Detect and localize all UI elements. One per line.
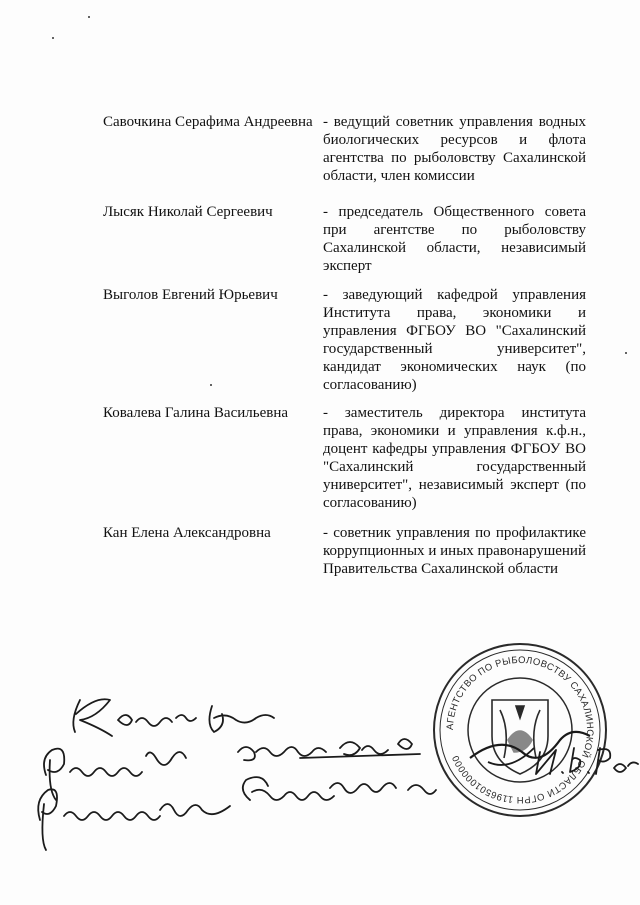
- member-name: Кан Елена Александровна: [103, 525, 271, 541]
- member-role: - ведущий советник управления водных биологических ресурсов и флота агентства по рыболовству Сахалинской области, член комиссии: [323, 114, 586, 184]
- scan-speck: [210, 384, 212, 386]
- scan-speck: [625, 352, 627, 354]
- member-name: Выголов Евгений Юрьевич: [103, 287, 278, 303]
- member-role: - заместитель директора института права, экономики и управления к.ф.н., доцент кафедры управления ФГБОУ ВО "Сахалинский государственный университет", независимый эксперт (по согласованию): [323, 405, 586, 511]
- member-name: Лысяк Николай Сергеевич: [103, 204, 273, 220]
- handwriting-signature: [0, 640, 640, 905]
- scan-speck: [52, 37, 54, 39]
- member-role: - советник управления по профилактике коррупционных и иных правонарушений Правительства Сахалинской области: [323, 525, 586, 577]
- scan-speck: [88, 16, 90, 18]
- member-name: Савочкина Серафима Андреевна: [103, 114, 313, 130]
- seal-text: АГЕНТСТВО ПО РЫБОЛОВСТВУ САХАЛИНСКОЙ ОБЛАСТИ ОГРН 1196501000000: [444, 654, 596, 806]
- member-role: - заведующий кафедрой управления Института права, экономики и управления ФГБОУ ВО "Сахалинский государственный университет", кандидат экономических наук (по согласованию): [323, 287, 586, 393]
- handwritten-certification: [0, 640, 640, 905]
- member-role: - председатель Общественного совета при агентстве по рыболовству Сахалинской области, независимый эксперт: [323, 204, 586, 274]
- member-name: Ковалева Галина Васильевна: [103, 405, 289, 421]
